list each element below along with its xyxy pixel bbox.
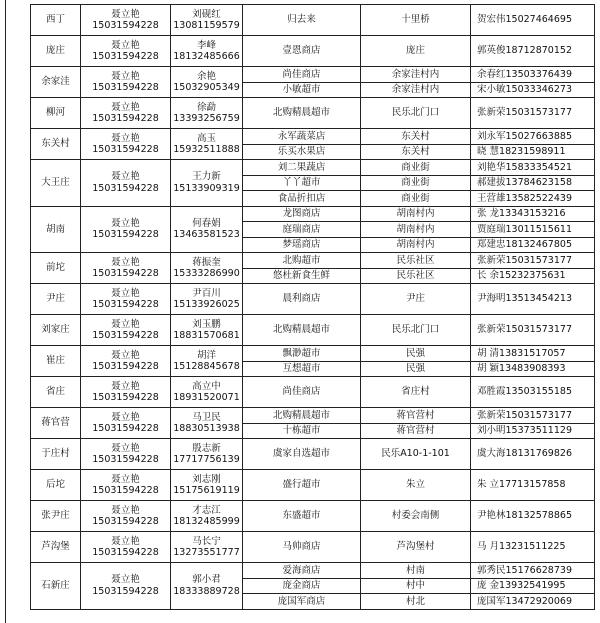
shop-name-cell: 虞家自选超市 xyxy=(243,439,361,470)
table-row xyxy=(31,439,595,470)
village-name-cell: 东关村 xyxy=(31,129,81,160)
leader-cell xyxy=(171,408,243,439)
village-name-cell: 胡南 xyxy=(31,206,81,253)
shop-owner-phone-cell: 张新荣15031573177 xyxy=(471,408,595,424)
contact-name: 聂立艳 xyxy=(111,411,140,423)
table-row xyxy=(31,206,595,222)
contact-phone: 15031594228 xyxy=(92,547,159,558)
contact-phone: 15031594228 xyxy=(92,144,159,155)
contact-name: 聂立艳 xyxy=(111,70,140,82)
shop-name-cell: 爱海商店 xyxy=(243,563,361,579)
shop-name-cell: 龙图商店 xyxy=(243,206,361,222)
shop-address-cell: 朱立 xyxy=(361,470,471,501)
shop-name-cell: 东盛超市 xyxy=(243,501,361,532)
contact-cell xyxy=(81,5,171,36)
shop-owner-phone-cell: 余春红13503376439 xyxy=(471,67,595,83)
shop-owner-phone-cell: 胡 清13831517057 xyxy=(471,346,595,362)
table-row xyxy=(31,563,595,579)
leader-cell xyxy=(171,129,243,160)
contact-phone: 15031594228 xyxy=(92,182,159,194)
shop-owner-phone-cell: 尹海明13513454213 xyxy=(471,284,595,315)
leader-name: 尹百川 xyxy=(192,287,221,299)
shop-address-cell: 村委会南侧 xyxy=(361,501,471,532)
leader-name: 王力新 xyxy=(192,171,221,183)
contact-phone: 15031594228 xyxy=(92,485,159,496)
leader-name: 徐勐 xyxy=(196,101,216,113)
leader-cell xyxy=(171,346,243,377)
shop-name-cell: 晨利商店 xyxy=(243,284,361,315)
shop-owner-phone-cell: 张新荣15031573177 xyxy=(471,315,595,346)
contact-cell xyxy=(81,284,171,315)
shop-owner-phone-cell: 张 龙13343153216 xyxy=(471,206,595,222)
leader-cell xyxy=(171,67,243,98)
village-name-cell: 蒋官营 xyxy=(31,408,81,439)
contact-phone: 15031594228 xyxy=(92,423,159,434)
table-row xyxy=(31,253,595,269)
shop-name-cell: 十栋超市 xyxy=(243,423,361,439)
village-name-cell: 于庄村 xyxy=(31,439,81,470)
leader-name: 蒋振奎 xyxy=(192,256,221,268)
shop-address-cell: 胡南村内 xyxy=(361,206,471,222)
shop-name-cell: 互想超市 xyxy=(243,361,361,377)
shop-address-cell: 庞庄 xyxy=(361,36,471,67)
leader-phone: 13081159579 xyxy=(173,20,240,31)
leader-cell xyxy=(171,36,243,67)
leader-name: 胡洋 xyxy=(196,349,216,361)
shop-owner-phone-cell: 朱 立17713157858 xyxy=(471,470,595,501)
leader-phone: 15032905349 xyxy=(173,82,240,93)
leader-name: 何春娟 xyxy=(192,217,221,229)
contact-cell xyxy=(81,408,171,439)
shop-name-cell: 北购精晨超市 xyxy=(243,315,361,346)
contact-phone: 15031594228 xyxy=(92,392,159,403)
village-name-cell: 大王庄 xyxy=(31,160,81,207)
leader-name: 马长宁 xyxy=(192,535,221,547)
contact-name: 聂立艳 xyxy=(111,442,140,454)
shop-name-cell: 北购精晨超市 xyxy=(243,408,361,424)
leader-phone: 18830513938 xyxy=(173,423,240,434)
shop-address-cell: 十里桥 xyxy=(361,5,471,36)
shop-address-cell: 村北 xyxy=(361,594,471,610)
shop-owner-phone-cell: 马 月13231511225 xyxy=(471,532,595,563)
contact-name: 聂立艳 xyxy=(111,8,140,20)
contact-phone: 15031594228 xyxy=(92,82,159,93)
leader-cell xyxy=(171,563,243,610)
contact-phone: 15031594228 xyxy=(92,268,159,279)
leader-name: 李峰 xyxy=(196,39,216,51)
shop-name-cell: 盛行超市 xyxy=(243,470,361,501)
village-name-cell: 石新庄 xyxy=(31,563,81,610)
shop-address-cell: 蒋官营村 xyxy=(361,408,471,424)
shop-address-cell: 村中 xyxy=(361,578,471,594)
contact-name: 聂立艳 xyxy=(111,380,140,392)
table-row xyxy=(31,5,595,36)
leader-cell xyxy=(171,532,243,563)
leader-name: 高玉 xyxy=(196,132,216,144)
shop-name-cell: 归去来 xyxy=(243,5,361,36)
village-name-cell: 省庄 xyxy=(31,377,81,408)
shop-owner-phone-cell: 刘小明15373511129 xyxy=(471,423,595,439)
leader-cell xyxy=(171,315,243,346)
shop-name-cell: 小敏超市 xyxy=(243,82,361,98)
shop-address-cell: 民乐社区 xyxy=(361,268,471,284)
shop-owner-phone-cell: 宋小敏15033346273 xyxy=(471,82,595,98)
shop-address-cell: 胡南村内 xyxy=(361,237,471,253)
village-name-cell: 庞庄 xyxy=(31,36,81,67)
contact-phone: 15031594228 xyxy=(92,113,159,124)
shop-owner-phone-cell: 胡 颖13483908393 xyxy=(471,361,595,377)
shop-address-cell: 民强 xyxy=(361,361,471,377)
shop-name-cell: 壹恩商店 xyxy=(243,36,361,67)
contact-cell xyxy=(81,129,171,160)
shop-address-cell: 民乐北门口 xyxy=(361,98,471,129)
leader-cell xyxy=(171,98,243,129)
shop-owner-phone-cell: 贾庭瑞13011515611 xyxy=(471,222,595,238)
leader-phone: 15133926025 xyxy=(173,299,240,310)
contact-cell xyxy=(81,315,171,346)
shop-owner-phone-cell: 郑建忠18132467805 xyxy=(471,237,595,253)
shop-name-cell: 庞金商店 xyxy=(243,578,361,594)
contact-name: 聂立艳 xyxy=(111,287,140,299)
village-name-cell: 柳河 xyxy=(31,98,81,129)
shop-address-cell: 蒋官营村 xyxy=(361,423,471,439)
leader-phone: 18132485666 xyxy=(173,51,240,62)
contact-cell xyxy=(81,470,171,501)
shop-name-cell: 乐买水果店 xyxy=(243,144,361,160)
contact-name: 聂立艳 xyxy=(111,256,140,268)
shop-owner-phone-cell: 郝建拔13784623158 xyxy=(471,175,595,191)
leader-cell xyxy=(171,377,243,408)
shop-name-cell: 刘二果蔬店 xyxy=(243,160,361,176)
shop-address-cell: 村南 xyxy=(361,563,471,579)
contact-phone: 15031594228 xyxy=(92,229,159,241)
shop-name-cell: 北购超市 xyxy=(243,253,361,269)
contact-phone: 15031594228 xyxy=(92,516,159,527)
shop-name-cell: 北购精晨超市 xyxy=(243,98,361,129)
leader-name: 殷志新 xyxy=(192,442,221,454)
table-row xyxy=(31,315,595,346)
shop-owner-phone-cell: 邓胜霞13503155185 xyxy=(471,377,595,408)
contact-cell xyxy=(81,346,171,377)
leader-cell xyxy=(171,501,243,532)
leader-phone: 18831570681 xyxy=(173,330,240,341)
leader-phone: 18132485999 xyxy=(173,516,240,527)
village-name-cell: 前坨 xyxy=(31,253,81,284)
table-row xyxy=(31,346,595,362)
leader-name: 刘志刚 xyxy=(192,473,221,485)
shop-owner-phone-cell: 长 余15232375631 xyxy=(471,268,595,284)
shop-address-cell: 芦沟堡村 xyxy=(361,532,471,563)
village-name-cell: 崔庄 xyxy=(31,346,81,377)
contact-cell xyxy=(81,36,171,67)
leader-phone: 15932511888 xyxy=(173,144,240,155)
leader-cell xyxy=(171,5,243,36)
village-name-cell: 张尹庄 xyxy=(31,501,81,532)
shop-address-cell: 民乐北门口 xyxy=(361,315,471,346)
shop-address-cell: 民强 xyxy=(361,346,471,362)
leader-cell xyxy=(171,206,243,253)
contact-cell xyxy=(81,67,171,98)
village-name-cell: 芦沟堡 xyxy=(31,532,81,563)
contact-name: 聂立艳 xyxy=(111,132,140,144)
shop-address-cell: 省庄村 xyxy=(361,377,471,408)
table-row xyxy=(31,36,595,67)
leader-name: 才志江 xyxy=(192,504,221,516)
shop-owner-phone-cell: 刘永军15027663885 xyxy=(471,129,595,145)
contact-phone: 15031594228 xyxy=(92,454,159,465)
leader-cell xyxy=(171,439,243,470)
shop-owner-phone-cell: 王营雄13582522439 xyxy=(471,191,595,207)
contact-phone: 15031594228 xyxy=(92,585,159,597)
table-row xyxy=(31,284,595,315)
contact-phone: 15031594228 xyxy=(92,20,159,31)
contact-name: 聂立艳 xyxy=(111,535,140,547)
table-row xyxy=(31,501,595,532)
shop-address-cell: 商业街 xyxy=(361,160,471,176)
leader-phone: 13393256759 xyxy=(173,113,240,124)
leader-phone: 13273551777 xyxy=(173,547,240,558)
leader-name: 马卫民 xyxy=(192,411,221,423)
shop-owner-phone-cell: 贺宏伟15027464695 xyxy=(471,5,595,36)
contact-cell xyxy=(81,206,171,253)
leader-phone: 15128845678 xyxy=(173,361,240,372)
shop-owner-phone-cell: 尹艳林18132578865 xyxy=(471,501,595,532)
contact-name: 聂立艳 xyxy=(111,318,140,330)
shop-address-cell: 胡南村内 xyxy=(361,222,471,238)
leader-phone: 15133909319 xyxy=(173,182,240,194)
contact-cell xyxy=(81,439,171,470)
contact-cell xyxy=(81,563,171,610)
shop-name-cell: 马帅商店 xyxy=(243,532,361,563)
leader-cell xyxy=(171,253,243,284)
contact-name: 聂立艳 xyxy=(111,39,140,51)
leader-cell xyxy=(171,284,243,315)
table-row xyxy=(31,532,595,563)
table-row xyxy=(31,470,595,501)
shop-name-cell: 永军蔬菜店 xyxy=(243,129,361,145)
shop-owner-phone-cell: 晓 慧18231598911 xyxy=(471,144,595,160)
contact-cell xyxy=(81,98,171,129)
contact-name: 聂立艳 xyxy=(111,217,140,229)
leader-name: 刘玉鹏 xyxy=(192,318,221,330)
contact-name: 聂立艳 xyxy=(111,574,140,586)
table-row xyxy=(31,377,595,408)
contact-name: 聂立艳 xyxy=(111,504,140,516)
shop-owner-phone-cell: 虞大海18131769826 xyxy=(471,439,595,470)
leader-phone: 17717756139 xyxy=(173,454,240,465)
leader-name: 刘砚红 xyxy=(192,8,221,20)
shop-address-cell: 民乐A10-1-101 xyxy=(361,439,471,470)
shop-owner-phone-cell: 庞国军13472920069 xyxy=(471,594,595,610)
shop-owner-phone-cell: 刘艳华15833354521 xyxy=(471,160,595,176)
contact-cell xyxy=(81,501,171,532)
table-row xyxy=(31,67,595,83)
contact-name: 聂立艳 xyxy=(111,349,140,361)
shop-address-cell: 商业街 xyxy=(361,175,471,191)
shop-owner-phone-cell: 张新荣15031573177 xyxy=(471,98,595,129)
contact-cell xyxy=(81,532,171,563)
contact-name: 聂立艳 xyxy=(111,171,140,183)
contact-cell xyxy=(81,377,171,408)
shop-address-cell: 东关村 xyxy=(361,129,471,145)
village-name-cell: 刘家庄 xyxy=(31,315,81,346)
contact-phone: 15031594228 xyxy=(92,299,159,310)
shop-name-cell: 悠杜新食生鲜 xyxy=(243,268,361,284)
contact-name: 聂立艳 xyxy=(111,101,140,113)
shop-owner-phone-cell: 郭英俊18712870152 xyxy=(471,36,595,67)
shop-owner-phone-cell: 郭秀民15176628739 xyxy=(471,563,595,579)
table-row xyxy=(31,129,595,145)
contact-name: 聂立艳 xyxy=(111,473,140,485)
contact-cell xyxy=(81,160,171,207)
village-name-cell: 尹庄 xyxy=(31,284,81,315)
shop-name-cell: 丫丫超市 xyxy=(243,175,361,191)
contact-phone: 15031594228 xyxy=(92,51,159,62)
table-row xyxy=(31,160,595,176)
shop-name-cell: 尚佳商店 xyxy=(243,377,361,408)
contact-phone: 15031594228 xyxy=(92,361,159,372)
shop-name-cell: 梦瑶商店 xyxy=(243,237,361,253)
shop-address-cell: 尹庄 xyxy=(361,284,471,315)
leader-phone: 18333889728 xyxy=(173,585,240,597)
shop-address-cell: 余家洼村内 xyxy=(361,67,471,83)
table-row xyxy=(31,408,595,424)
table-row xyxy=(31,98,595,129)
leader-cell xyxy=(171,160,243,207)
shop-address-cell: 余家洼村内 xyxy=(361,82,471,98)
leader-name: 高立中 xyxy=(192,380,221,392)
shop-name-cell: 庭瑞商店 xyxy=(243,222,361,238)
shop-address-cell: 商业街 xyxy=(361,191,471,207)
leader-cell xyxy=(171,470,243,501)
contact-cell xyxy=(81,253,171,284)
shop-name-cell: 飘渺超市 xyxy=(243,346,361,362)
contact-phone: 15031594228 xyxy=(92,330,159,341)
village-shop-table xyxy=(30,4,595,610)
shop-owner-phone-cell: 张新荣15031573177 xyxy=(471,253,595,269)
leader-phone: 15333286990 xyxy=(173,268,240,279)
leader-name: 余艳 xyxy=(196,70,216,82)
village-name-cell: 西丁 xyxy=(31,5,81,36)
leader-name: 郭小君 xyxy=(192,574,221,586)
leader-phone: 18931520071 xyxy=(173,392,240,403)
village-name-cell: 余家洼 xyxy=(31,67,81,98)
shop-name-cell: 尚佳商店 xyxy=(243,67,361,83)
leader-phone: 13463581523 xyxy=(173,229,240,241)
page-left-rule xyxy=(5,0,6,623)
village-name-cell: 后坨 xyxy=(31,470,81,501)
shop-name-cell: 食品折扣店 xyxy=(243,191,361,207)
leader-phone: 15175619119 xyxy=(173,485,240,496)
shop-address-cell: 东关村 xyxy=(361,144,471,160)
shop-name-cell: 庞国军商店 xyxy=(243,594,361,610)
shop-address-cell: 民乐社区 xyxy=(361,253,471,269)
shop-owner-phone-cell: 庞 金13932541995 xyxy=(471,578,595,594)
